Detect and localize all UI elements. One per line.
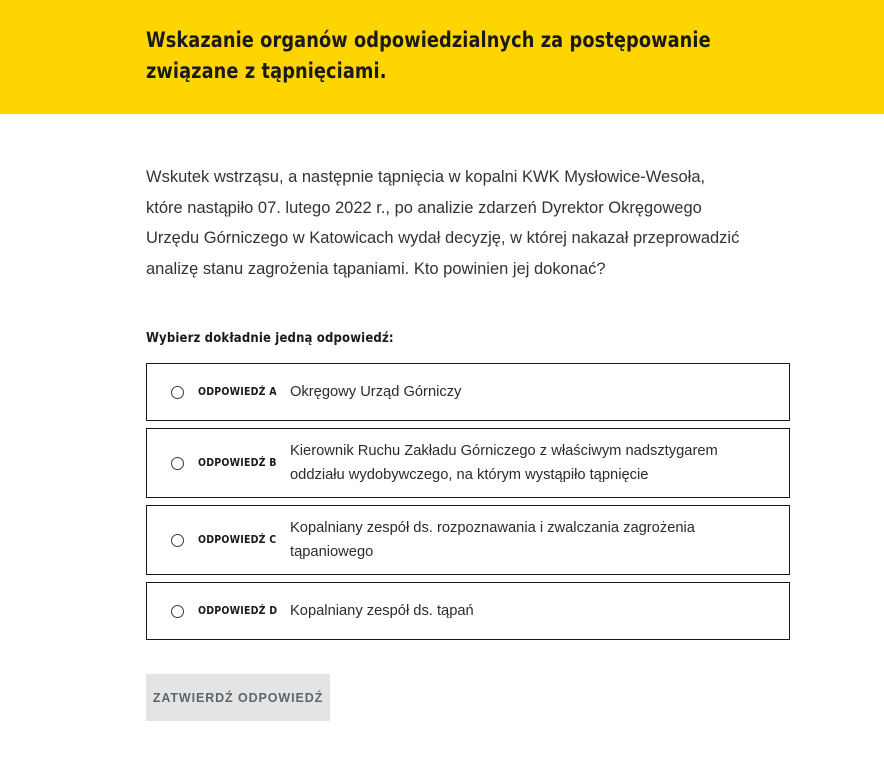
radio-unchecked-icon[interactable] xyxy=(171,386,184,399)
page-header-band xyxy=(0,0,884,114)
answer-text: Okręgowy Urząd Górniczy xyxy=(290,384,462,400)
quiz-content xyxy=(146,114,790,721)
radio-unchecked-icon[interactable] xyxy=(171,605,184,618)
answer-option-a[interactable] xyxy=(146,363,790,421)
answer-text: Kierownik Ruchu Zakładu Górniczego z właściwym nadsztygarem oddziału wydobywczego, na którym wystąpiło tąpnięcie xyxy=(290,443,718,483)
answer-option-c[interactable] xyxy=(146,505,790,575)
answer-text: Kopalniany zespół ds. tąpań xyxy=(290,603,474,619)
answer-key-label: ODPOWIEDŹ A xyxy=(198,386,277,398)
answer-key-label: ODPOWIEDŹ C xyxy=(198,534,277,546)
page-title: Wskazanie organów odpowiedzialnych za postępowanie związane z tąpnięciami. xyxy=(146,28,711,83)
answer-key-label: ODPOWIEDŹ D xyxy=(198,605,278,617)
answer-option-d[interactable] xyxy=(146,582,790,640)
radio-unchecked-icon[interactable] xyxy=(171,534,184,547)
submit-area xyxy=(146,647,790,721)
instruction-label: Wybierz dokładnie jedną odpowiedź: xyxy=(146,331,394,346)
radio-unchecked-icon[interactable] xyxy=(171,457,184,470)
question-text: Wskutek wstrząsu, a następnie tąpnięcia w kopalni KWK Mysłowice-Wesoła, które nastąpiło 07. lutego 2022 r., po analizie zdarzeń Dyrektor Okręgowego Urzędu Górniczego w Katowicach wydał decyzję, w której nakazał przeprowadzić analizę stanu zagrożenia tąpaniami. Kto powinien jej dokonać? xyxy=(146,168,740,278)
answer-key-label: ODPOWIEDŹ B xyxy=(198,457,277,469)
answer-options-list xyxy=(146,346,790,640)
answer-option-b[interactable] xyxy=(146,428,790,498)
answer-text: Kopalniany zespół ds. rozpoznawania i zwalczania zagrożenia tąpaniowego xyxy=(290,520,695,560)
page-header-inner xyxy=(146,25,796,87)
submit-answer-button[interactable]: ZATWIERDŹ ODPOWIEDŹ xyxy=(146,674,330,721)
